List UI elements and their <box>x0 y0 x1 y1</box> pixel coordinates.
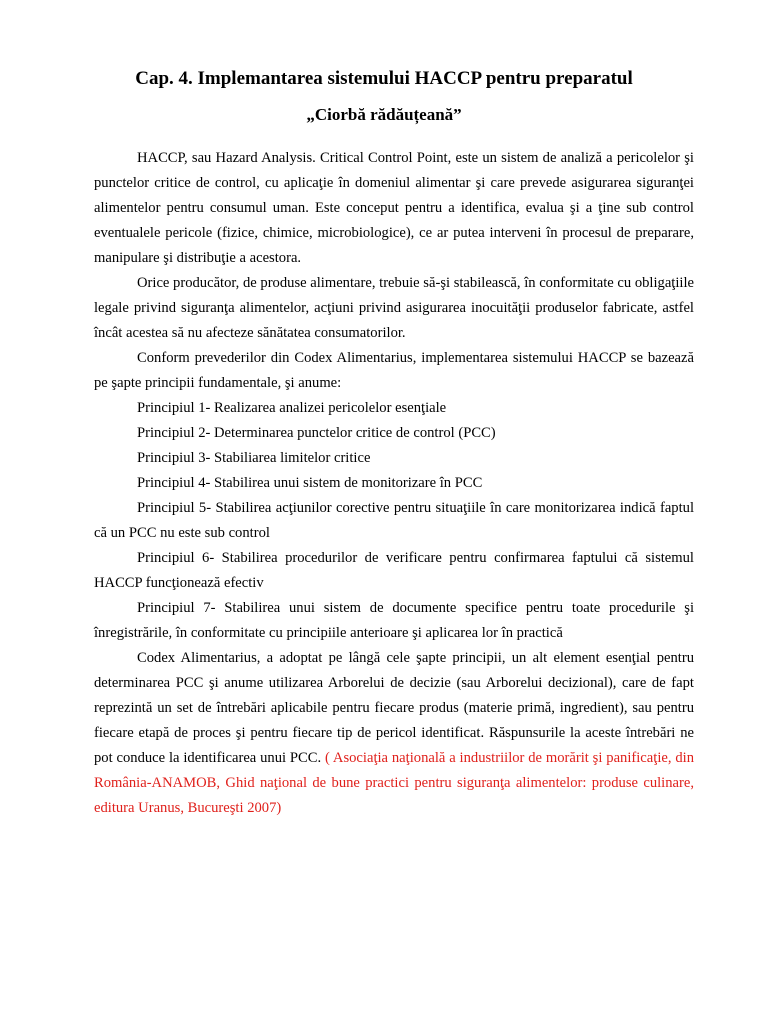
principle-3: Principiul 3- Stabiliarea limitelor critice <box>137 450 371 466</box>
paragraph-codex-principles: Conform prevederilor din Codex Alimentarius, implementarea sistemului HACCP se bazează pe şapte principii fundamentale, şi anume: <box>94 350 694 391</box>
decision-tree-text: Codex Alimentarius, a adoptat pe lângă cele şapte principii, un alt element esenţial pentru determinarea PCC şi anume utilizarea Arborelui de decizie (sau Arborelui decizional), care de fapt reprezintă un set de întrebări aplicabile pentru fiecare produs (materie primă, ingredient), sau pentru fiecare etapă de proces şi pentru fiecare tip de pericol identificat. Răspunsurile la aceste întrebări ne pot conduce la identificarea unui PCC. <box>94 650 694 766</box>
principle-1: Principiul 1- Realizarea analizei pericolelor esenţiale <box>137 400 447 416</box>
page-title: Cap. 4. Implemantarea sistemului HACCP pentru preparatul <box>135 68 633 89</box>
document-body <box>94 146 694 821</box>
paragraph-decision-tree <box>94 646 694 821</box>
principle-6: Principiul 6- Stabilirea procedurilor de verificare pentru confirmarea faptului că sistemul HACCP funcţionează efectiv <box>94 550 694 591</box>
paragraph-intro-haccp: HACCP, sau Hazard Analysis. Critical Control Point, este un sistem de analiză a pericolelor şi punctelor critice de control, cu aplicaţie în domeniul alimentar şi care prevede asigurarea siguranţei alimentelor pentru consumul uman. Este conceput pentru a identifica, evalua şi a ţine sub control eventualele pericole (fizice, chimice, microbiologice), ce ar putea interveni în procesul de preparare, manipulare şi distribuţie a acestora. <box>94 150 694 266</box>
principle-7: Principiul 7- Stabilirea unui sistem de documente specifice pentru toate procedurile şi înregistrările, în conformitate cu principiile anterioare şi aplicarea lor în practică <box>94 600 694 641</box>
principle-4: Principiul 4- Stabilirea unui sistem de monitorizare în PCC <box>137 475 483 491</box>
page-subtitle: „Ciorbă rădăuțeană” <box>306 105 462 124</box>
citation-reference: ( Asociaţia naţională a industriilor de morărit şi panificaţie, din România-ANAMOB, Ghid naţional de bune practici pentru siguranţa alimentelor: produse culinare, editura Uranus, Bucureşti 2007) <box>94 750 695 816</box>
paragraph-producer-obligations: Orice producător, de produse alimentare, trebuie să-şi stabilească, în conformitate cu obligaţiile legale privind siguranţa alimentelor, acţiuni privind asigurarea inocuităţii produselor fabricate, astfel încât acestea să nu afecteze sănătatea consumatorilor. <box>94 275 695 341</box>
principle-5: Principiul 5- Stabilirea acţiunilor corective pentru situaţiile în care monitorizarea indică faptul că un PCC nu este sub control <box>94 500 694 541</box>
principle-2: Principiul 2- Determinarea punctelor critice de control (PCC) <box>137 425 496 441</box>
